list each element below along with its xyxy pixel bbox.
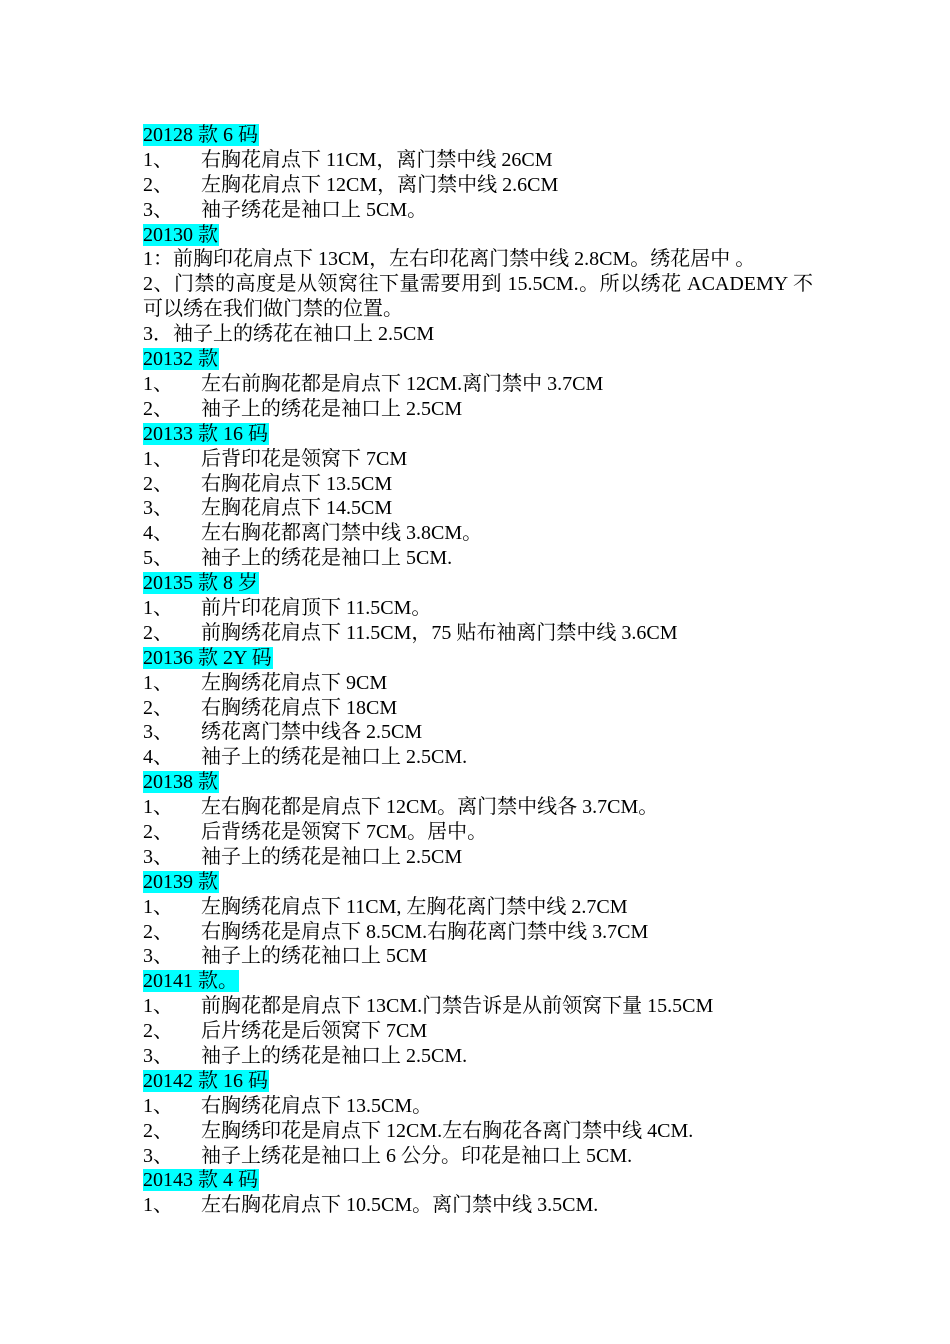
list-item	[143, 148, 813, 173]
list-item	[143, 994, 813, 1019]
list-item	[143, 795, 813, 820]
list-item-text: 左右前胸花都是肩点下 12CM.离门禁中 3.7CM	[201, 372, 604, 395]
list-item-text: 袖子上的绣花是袖口上 2.5CM.	[201, 1045, 468, 1068]
list-item	[143, 920, 813, 945]
list-item	[143, 447, 813, 472]
list-item-number: 1、	[143, 895, 173, 918]
list-item-number: 1、	[143, 596, 173, 619]
style-section	[143, 770, 813, 870]
list-item-number: 1、	[143, 1194, 173, 1217]
list-item	[143, 1019, 813, 1044]
highlighted-style-code: 20139 款	[143, 870, 218, 893]
list-item-text: 后背印花是领窝下 7CM	[201, 447, 408, 470]
list-item	[143, 895, 813, 920]
list-item	[143, 745, 813, 770]
highlighted-style-code: 20132 款	[143, 348, 218, 371]
list-item-number: 3、	[143, 721, 173, 744]
highlighted-style-code: 20133 款 16 码	[143, 422, 268, 445]
list-item	[143, 596, 813, 621]
style-section	[143, 1168, 813, 1218]
style-section	[143, 870, 813, 970]
list-item-number: 4、	[143, 746, 173, 769]
list-item-number: 1、	[143, 796, 173, 819]
style-section	[143, 646, 813, 770]
list-item-text: 右胸花肩点下 11CM，离门禁中线 26CM	[201, 148, 553, 171]
highlighted-style-code: 20138 款	[143, 771, 218, 794]
list-item-text: 前片印花肩顶下 11.5CM。	[201, 596, 432, 619]
section-heading	[143, 347, 813, 372]
list-item-text: 前胸花都是肩点下 13CM.门禁告诉是从前领窝下量 15.5CM	[201, 995, 714, 1018]
list-item	[143, 173, 813, 198]
highlighted-style-code: 20130 款	[143, 223, 218, 246]
list-item	[143, 397, 813, 422]
list-item-text: 绣花离门禁中线各 2.5CM	[201, 721, 423, 744]
list-item-text: 左胸绣花肩点下 9CM	[201, 671, 388, 694]
list-item-number: 1、	[143, 671, 173, 694]
list-item-number: 2、	[143, 696, 173, 719]
list-item-number: 2、	[143, 397, 173, 420]
section-heading	[143, 571, 813, 596]
list-item-text: 左右胸花肩点下 10.5CM。离门禁中线 3.5CM.	[201, 1194, 599, 1217]
section-heading	[143, 770, 813, 795]
list-item-number: 3、	[143, 497, 173, 520]
list-item	[143, 1144, 813, 1169]
section-heading	[143, 646, 813, 671]
list-item-text: 袖子上的绣花是袖口上 2.5CM	[201, 397, 463, 420]
list-item-text: 右胸花肩点下 13.5CM	[201, 472, 393, 495]
paragraph: 2、门禁的高度是从领窝往下量需要用到 15.5CM.。所以绣花 ACADEMY 不可以绣在我们做门禁的位置。	[143, 273, 813, 321]
highlighted-style-code: 20143 款 4 码	[143, 1169, 258, 1192]
section-heading	[143, 969, 813, 994]
list-item-text: 左胸花肩点下 14.5CM	[201, 497, 393, 520]
list-item	[143, 372, 813, 397]
section-heading	[143, 123, 813, 148]
section-heading	[143, 1069, 813, 1094]
list-item	[143, 944, 813, 969]
list-item	[143, 198, 813, 223]
document-body	[143, 123, 813, 1218]
list-item	[143, 1193, 813, 1218]
list-item-number: 3、	[143, 945, 173, 968]
list-item	[143, 720, 813, 745]
list-item-number: 1、	[143, 148, 173, 171]
list-item-number: 2、	[143, 920, 173, 943]
list-item	[143, 820, 813, 845]
style-section	[143, 123, 813, 223]
list-item-text: 袖子上的绣花是袖口上 2.5CM	[201, 845, 463, 868]
highlighted-style-code: 20141 款。	[143, 970, 238, 993]
list-item-text: 左胸绣花肩点下 11CM, 左胸花离门禁中线 2.7CM	[201, 895, 628, 918]
list-item	[143, 696, 813, 721]
style-section	[143, 1069, 813, 1169]
style-section	[143, 223, 813, 348]
list-item	[143, 546, 813, 571]
highlighted-style-code: 20142 款 16 码	[143, 1069, 268, 1092]
section-heading	[143, 1168, 813, 1193]
list-item-number: 3、	[143, 1144, 173, 1167]
list-item-text: 右胸绣花肩点下 18CM	[201, 696, 398, 719]
list-item-text: 前胸绣花肩点下 11.5CM，75 贴布袖离门禁中线 3.6CM	[201, 621, 678, 644]
list-item-number: 2、	[143, 821, 173, 843]
list-item-number: 2、	[143, 1119, 173, 1142]
style-section	[143, 347, 813, 422]
list-item-number: 2、	[143, 472, 173, 495]
list-item-number: 4、	[143, 522, 173, 545]
list-item	[143, 671, 813, 696]
list-item-text: 右胸绣花肩点下 13.5CM。	[201, 1094, 433, 1117]
list-item-number: 2、	[143, 173, 173, 196]
section-heading	[143, 223, 813, 248]
list-item-text: 袖子绣花是袖口上 5CM。	[201, 198, 428, 221]
list-item-text: 袖子上绣花是袖口上 6 公分。印花是袖口上 5CM.	[201, 1144, 633, 1167]
style-section	[143, 571, 813, 646]
list-item	[143, 1044, 813, 1069]
highlighted-style-code: 20136 款 2Y 码	[143, 646, 272, 669]
list-item-text: 袖子上的绣花是袖口上 2.5CM.	[201, 746, 468, 769]
list-item-text: 后片绣花是后领窝下 7CM	[201, 1020, 428, 1043]
list-item-number: 1、	[143, 1094, 173, 1117]
paragraph: 1：前胸印花肩点下 13CM，左右印花离门禁中线 2.8CM。绣花居中 。	[143, 248, 756, 271]
list-item-text: 左胸绣印花是肩点下 12CM.左右胸花各离门禁中线 4CM.	[201, 1119, 694, 1142]
list-item	[143, 496, 813, 521]
list-item-number: 3、	[143, 1045, 173, 1068]
list-item-number: 2、	[143, 621, 173, 644]
list-item	[143, 1119, 813, 1144]
list-item	[143, 1094, 813, 1119]
list-item-number: 1、	[143, 372, 173, 395]
list-item-text: 左右胸花都是肩点下 12CM。离门禁中线各 3.7CM。	[201, 796, 659, 819]
list-item-number: 3、	[143, 845, 173, 868]
list-item-text: 袖子上的绣花袖口上 5CM	[201, 945, 428, 968]
style-section	[143, 969, 813, 1069]
list-item-text: 后背绣花是领窝下 7CM。居中。	[201, 821, 488, 843]
paragraph: 3．袖子上的绣花在袖口上 2.5CM	[143, 323, 435, 346]
list-item-text: 左右胸花都离门禁中线 3.8CM。	[201, 522, 483, 545]
list-item-number: 2、	[143, 1020, 173, 1043]
list-item	[143, 621, 813, 646]
list-item	[143, 472, 813, 497]
list-item-number: 1、	[143, 995, 173, 1018]
list-item-number: 1、	[143, 447, 173, 470]
section-heading	[143, 870, 813, 895]
list-item	[143, 521, 813, 546]
list-item	[143, 845, 813, 870]
list-item-text: 袖子上的绣花是袖口上 5CM.	[201, 547, 453, 570]
style-section	[143, 422, 813, 571]
list-item-number: 5、	[143, 547, 173, 570]
list-item-text: 右胸绣花是肩点下 8.5CM.右胸花离门禁中线 3.7CM	[201, 920, 649, 943]
list-item-number: 3、	[143, 198, 173, 221]
section-heading	[143, 422, 813, 447]
highlighted-style-code: 20135 款 8 岁	[143, 572, 258, 595]
highlighted-style-code: 20128 款 6 码	[143, 124, 258, 146]
list-item-text: 左胸花肩点下 12CM，离门禁中线 2.6CM	[201, 173, 559, 196]
